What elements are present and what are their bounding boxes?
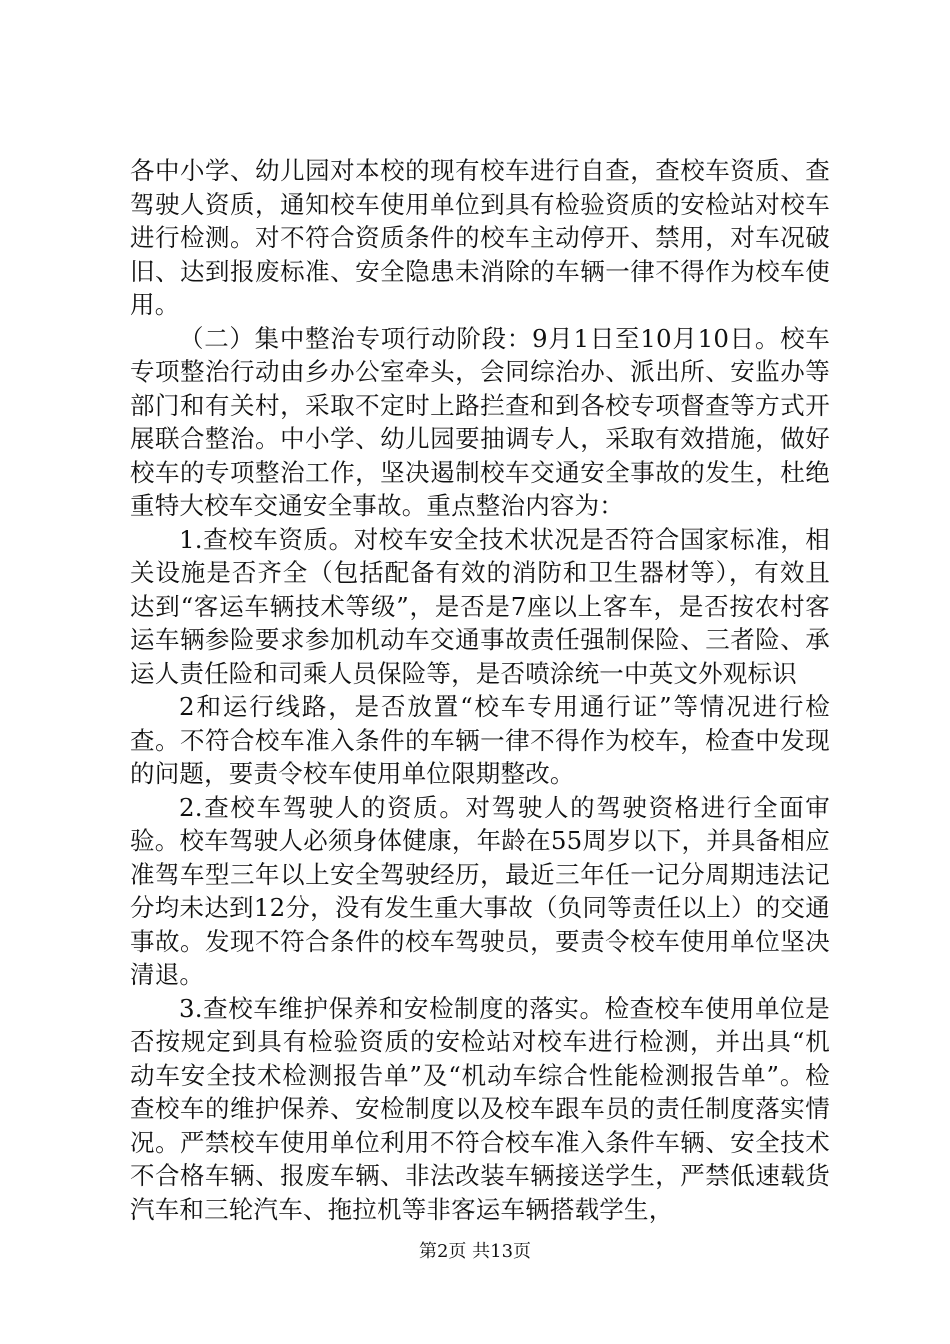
page-number: 第2页 共13页 [418,1241,532,1262]
document-body [130,154,830,1226]
paragraph-1: 各中小学、幼儿园对本校的现有校车进行自查，查校车资质、查驾驶人资质，通知校车使用单位到具有检验资质的安检站对校车进行检测。对不符合资质条件的校车主动停开、禁用，对车况破旧、达到报废标准、安全隐患未消除的车辆一律不得作为校车使用。 [130,156,830,319]
page-footer [0,1240,950,1264]
paragraph-2: （二）集中整治专项行动阶段：9月1日至10月10日。校车专项整治行动由乡办公室牵头，会同综治办、派出所、安监办等部门和有关村，采取不定时上路拦查和到各校专项督查等方式开展联合整治。中小学、幼儿园要抽调专人，采取有效措施，做好校车的专项整治工作，坚决遏制校车交通安全事故的发生，杜绝重特大校车交通安全事故。重点整治内容为： [130,323,830,520]
paragraph-4: 2和运行线路，是否放置“校车专用通行证”等情况进行检查。不符合校车准入条件的车辆一律不得作为校车，检查中发现的问题，要责令校车使用单位限期整改。 [130,692,830,788]
paragraph-6: 3.查校车维护保养和安检制度的落实。检查校车使用单位是否按规定到具有检验资质的安检站对校车进行检测，并出具“机动车安全技术检测报告单”及“机动车综合性能检测报告单”。检查校车的维护保养、安检制度以及校车跟车员的责任制度落实情况。严禁校车使用单位利用不符合校车准入条件车辆、安全技术不合格车辆、报废车辆、非法改装车辆接送学生，严禁低速载货汽车和三轮汽车、拖拉机等非客运车辆搭载学生， [130,993,830,1224]
paragraph-5: 2.查校车驾驶人的资质。对驾驶人的驾驶资格进行全面审验。校车驾驶人必须身体健康，年龄在55周岁以下，并具备相应准驾车型三年以上安全驾驶经历，最近三年任一记分周期违法记分均未达到12分，没有发生重大事故（负同等责任以上）的交通事故。发现不符合条件的校车驾驶员，要责令校车使用单位坚决清退。 [130,792,830,989]
paragraph-3: 1.查校车资质。对校车安全技术状况是否符合国家标准，相关设施是否齐全（包括配备有效的消防和卫生器材等），有效且达到“客运车辆技术等级”，是否是7座以上客车，是否按农村客运车辆参险要求参加机动车交通事故责任强制保险、三者险、承运人责任险和司乘人员保险等，是否喷涂统一中英文外观标识 [130,524,830,688]
